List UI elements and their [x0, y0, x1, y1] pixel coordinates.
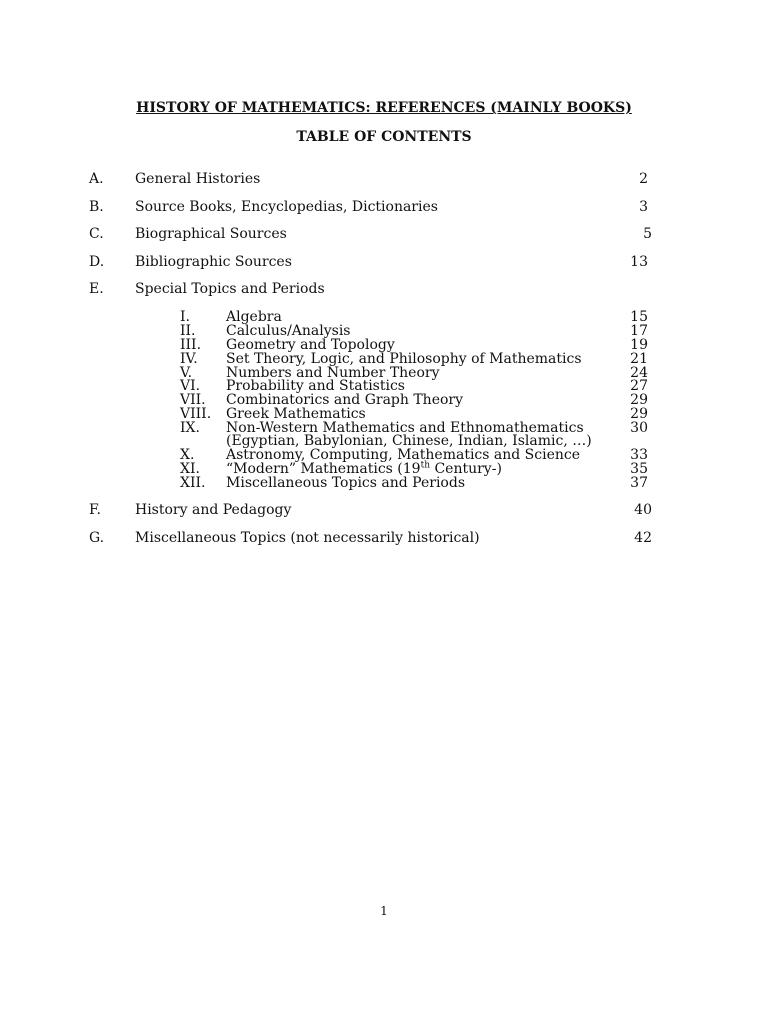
subsection-label: Combinatorics and Graph Theory [226, 392, 464, 408]
subsection-page-number: 37 [630, 475, 648, 491]
toc-subsection-calculus [0, 324, 768, 338]
subsection-label: Non-Western Mathematics and Ethnomathematics [226, 420, 584, 436]
page-number: 1 [380, 904, 388, 918]
subsection-page-number: 17 [630, 323, 648, 339]
subsection-label: Miscellaneous Topics and Periods [226, 475, 465, 491]
section-letter: D. [89, 254, 105, 270]
subsection-page-number: 29 [630, 392, 648, 408]
toc-subsection-combinatorics [0, 393, 768, 407]
subsection-page-number: 29 [630, 406, 648, 422]
section-label: Miscellaneous Topics (not necessarily historical) [135, 530, 480, 546]
document-title-text: HISTORY OF MATHEMATICS: REFERENCES (MAINLY BOOKS) [136, 100, 632, 116]
subsection-numeral: V. [180, 365, 193, 381]
subsection-page-number: 27 [630, 378, 648, 394]
document-title [0, 100, 768, 116]
subsection-label-continuation: (Egyptian, Babylonian, Chinese, Indian, Islamic, …) [226, 433, 592, 449]
subsection-label-post: Century-) [430, 461, 502, 477]
section-label: General Histories [135, 171, 261, 187]
toc-section-f [0, 502, 768, 522]
subsection-label: Algebra [226, 309, 282, 325]
subsection-numeral: I. [180, 309, 190, 325]
subsection-page-number: 33 [630, 447, 648, 463]
subsection-page-number: 30 [630, 420, 648, 436]
subsection-label-superscript: th [420, 460, 430, 471]
toc-subsection-set-theory [0, 352, 768, 366]
subsection-label [226, 462, 502, 476]
subsection-page-number: 35 [630, 461, 648, 477]
section-letter: G. [89, 530, 105, 546]
subsection-label: Set Theory, Logic, and Philosophy of Mathematics [226, 351, 582, 367]
section-page-number: 13 [630, 254, 648, 270]
section-letter: E. [89, 281, 104, 297]
toc-subsection-modern [0, 462, 768, 476]
subsection-numeral: VI. [180, 378, 201, 394]
section-label: Special Topics and Periods [135, 281, 325, 297]
subsection-label: Numbers and Number Theory [226, 365, 440, 381]
subsection-label-pre: “Modern” Mathematics (19 [226, 461, 421, 477]
section-label: Bibliographic Sources [135, 254, 292, 270]
section-letter: B. [89, 199, 104, 215]
subsection-page-number: 24 [630, 365, 648, 381]
subsection-numeral: X. [180, 447, 195, 463]
section-letter: C. [89, 226, 104, 242]
toc-subsection-astronomy [0, 448, 768, 462]
section-label: Biographical Sources [135, 226, 287, 242]
subsection-label: Calculus/Analysis [226, 323, 351, 339]
subsection-numeral: VIII. [180, 406, 212, 422]
subsection-numeral: XII. [180, 475, 206, 491]
toc-subsection-algebra [0, 310, 768, 324]
subsection-numeral: IX. [180, 420, 200, 436]
toc-section-d [0, 254, 768, 274]
section-label: History and Pedagogy [135, 502, 292, 518]
subsection-numeral: VII. [180, 392, 206, 408]
section-page-number: 5 [643, 226, 652, 242]
subsection-numeral: XI. [180, 461, 200, 477]
toc-heading: TABLE OF CONTENTS [296, 129, 472, 145]
toc-subsection-probability [0, 379, 768, 393]
section-letter: A. [89, 171, 104, 187]
toc-section-b [0, 199, 768, 219]
subsection-numeral: IV. [180, 351, 198, 367]
section-letter: F. [89, 502, 101, 518]
subsection-label: Probability and Statistics [226, 378, 405, 394]
toc-section-g [0, 530, 768, 550]
subsection-numeral: II. [180, 323, 196, 339]
section-page-number: 3 [639, 199, 648, 215]
subsection-label: Astronomy, Computing, Mathematics and Science [226, 447, 581, 463]
toc-subsection-miscellaneous [0, 476, 768, 490]
subsection-label: Geometry and Topology [226, 337, 395, 353]
toc-subsection-non-western-detail [0, 434, 768, 448]
toc-section-a [0, 171, 768, 191]
section-label: Source Books, Encyclopedias, Dictionaries [135, 199, 438, 215]
subsection-numeral: III. [180, 337, 202, 353]
subsection-page-number: 19 [630, 337, 648, 353]
toc-subsection-geometry [0, 338, 768, 352]
subsection-page-number: 15 [630, 309, 648, 325]
toc-section-e [0, 281, 768, 301]
subsection-label: Greek Mathematics [226, 406, 366, 422]
section-page-number: 2 [639, 171, 648, 187]
section-page-number: 42 [634, 530, 652, 546]
toc-subsection-greek [0, 407, 768, 421]
toc-section-c [0, 226, 768, 246]
section-page-number: 40 [634, 502, 652, 518]
subsection-page-number: 21 [630, 351, 648, 367]
